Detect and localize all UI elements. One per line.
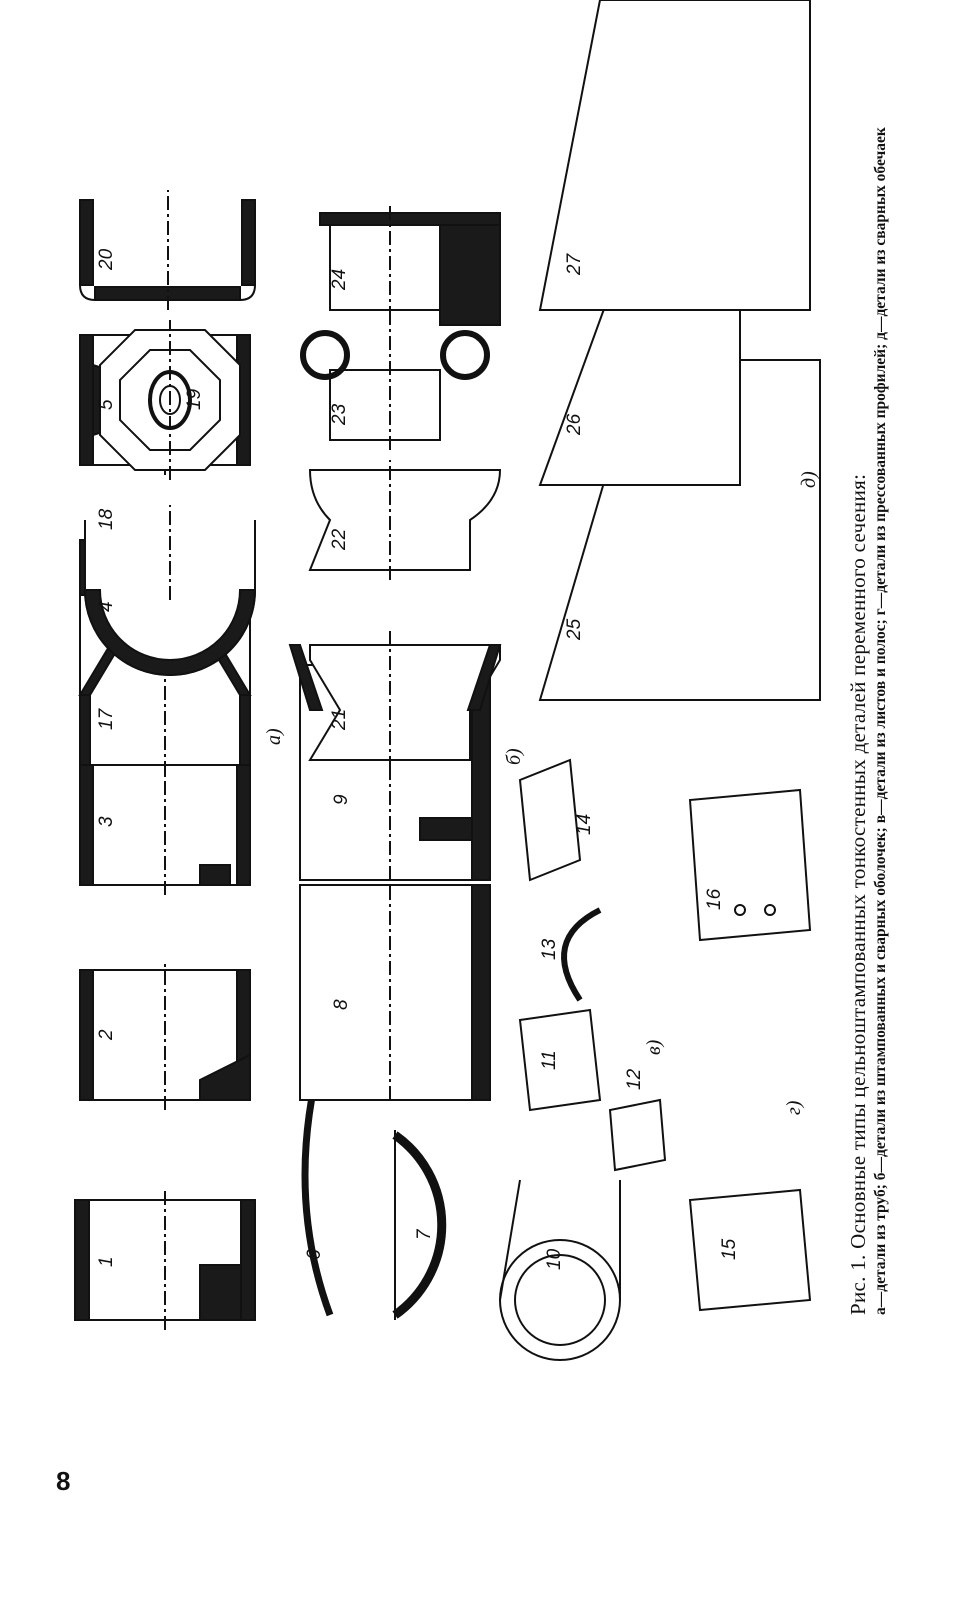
part-12-profile-drawing — [610, 1100, 665, 1170]
part-15-profile-drawing — [690, 1190, 810, 1310]
part-11-profile-drawing — [520, 1010, 600, 1110]
part-label-19: 19 — [184, 388, 205, 410]
part-label-27: 27 — [564, 253, 585, 275]
figure-caption — [845, 15, 890, 1315]
part-10-cylinder-drawing — [500, 1180, 620, 1360]
part-label-23: 23 — [329, 403, 350, 425]
group-label-b: б) — [503, 748, 525, 765]
part-18-tube-drawing — [85, 505, 255, 675]
part-label-1: 1 — [96, 1256, 117, 1267]
caption-legend: а—детали из труб; б—детали из штампованных и сварных оболочек; в—детали из листов и полос; г—детали из прессованных профилей; д—детали из сварных обечаек — [872, 127, 889, 1315]
part-23-flange-drawing — [303, 320, 487, 450]
part-14-profile-drawing — [520, 760, 580, 880]
part-label-17: 17 — [96, 708, 117, 730]
part-label-16: 16 — [704, 888, 725, 910]
part-label-3: 3 — [96, 816, 117, 827]
group-label-g: г) — [783, 1100, 805, 1115]
part-label-14: 14 — [574, 813, 595, 835]
part-label-5: 5 — [96, 399, 117, 410]
part-label-21: 21 — [329, 708, 350, 730]
part-24-flange-drawing — [320, 205, 500, 325]
part-label-26: 26 — [564, 413, 585, 435]
page-number: 8 — [56, 1466, 71, 1496]
group-label-d: д) — [798, 471, 820, 488]
part-label-25: 25 — [564, 618, 585, 640]
part-label-13: 13 — [539, 938, 560, 960]
part-label-9: 9 — [331, 794, 352, 805]
part-label-4: 4 — [96, 601, 117, 612]
part-label-22: 22 — [329, 528, 350, 550]
group-label-v: в) — [643, 1039, 665, 1055]
group-label-a: а) — [263, 728, 285, 745]
part-16-profile-drawing — [690, 790, 810, 940]
part-19-drawing — [100, 320, 240, 480]
part-7-shell-drawing — [395, 1130, 442, 1320]
part-label-2: 2 — [96, 1029, 117, 1040]
part-22-funnel-drawing — [310, 460, 500, 580]
part-label-18: 18 — [96, 508, 117, 530]
part-label-6: 6 — [304, 1249, 325, 1260]
part-label-8: 8 — [331, 999, 352, 1010]
part-label-20: 20 — [96, 248, 117, 270]
part-label-12: 12 — [624, 1068, 645, 1090]
part-label-7: 7 — [414, 1229, 435, 1240]
part-label-24: 24 — [329, 268, 350, 290]
part-13-profile-drawing — [564, 910, 600, 1000]
part-label-15: 15 — [719, 1238, 740, 1260]
part-label-10: 10 — [544, 1248, 565, 1270]
caption-title: Рис. 1. Основные типы цельноштампованных тонкостенных деталей переменного сечения: — [846, 473, 870, 1315]
part-8-plate-drawing — [300, 885, 490, 1100]
part-label-11: 11 — [539, 1050, 560, 1070]
